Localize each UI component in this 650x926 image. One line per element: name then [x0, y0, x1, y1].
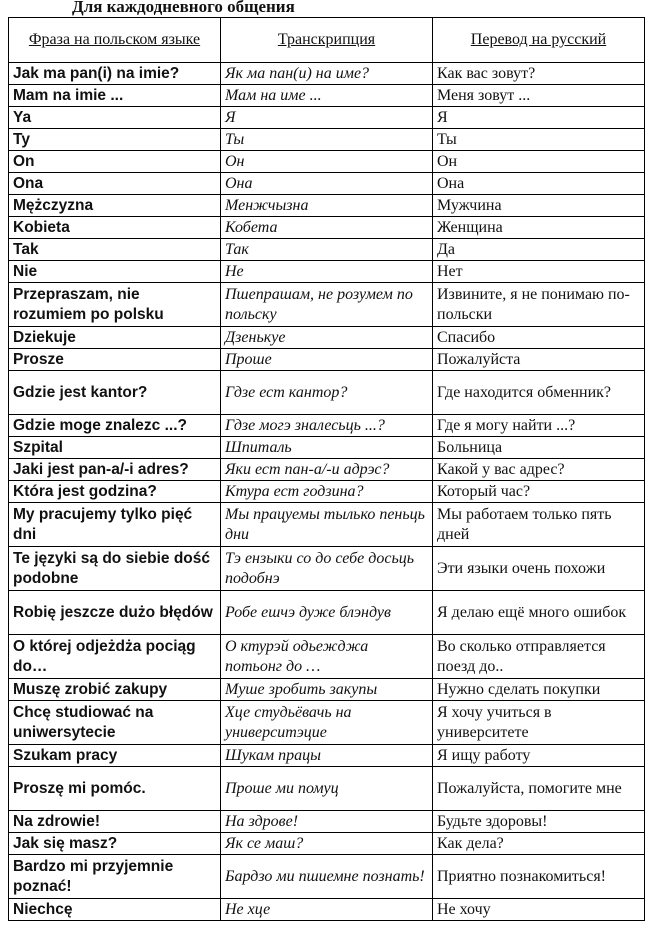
transcription: Проше — [221, 349, 433, 371]
russian-translation: Эти языки очень похожи — [433, 547, 645, 591]
russian-translation: Мы работаем только пять дней — [433, 503, 645, 547]
transcription: Так — [221, 239, 433, 261]
russian-translation: Он — [433, 151, 645, 173]
russian-translation: Я — [433, 107, 645, 129]
transcription: Бардзо ми пшиемне познать! — [221, 855, 433, 899]
russian-translation: Я делаю ещё много ошибок — [433, 591, 645, 635]
transcription: Як се маш? — [221, 833, 433, 855]
transcription: Она — [221, 173, 433, 195]
table-row — [9, 591, 645, 635]
polish-phrase: Kobieta — [9, 217, 221, 239]
transcription: Хце студьёвачь на университэцие — [221, 701, 433, 745]
phrase-table — [8, 17, 645, 921]
russian-translation: Больница — [433, 437, 645, 459]
russian-translation: Да — [433, 239, 645, 261]
table-row — [9, 371, 645, 415]
polish-phrase: Bardzo mi przyjemnie poznać! — [9, 855, 221, 899]
table-row — [9, 107, 645, 129]
polish-phrase: Mężczyzna — [9, 195, 221, 217]
russian-translation: Который час? — [433, 481, 645, 503]
transcription: Мы працуемы тылько пеньць дни — [221, 503, 433, 547]
russian-translation: Нет — [433, 261, 645, 283]
russian-translation: Меня зовут ... — [433, 85, 645, 107]
polish-phrase: Gdzie jest kantor? — [9, 371, 221, 415]
transcription: Он — [221, 151, 433, 173]
table-row — [9, 349, 645, 371]
polish-phrase: Jak ma pan(i) na imie? — [9, 63, 221, 85]
table-row — [9, 327, 645, 349]
table-row — [9, 283, 645, 327]
table-row — [9, 635, 645, 679]
table-row — [9, 833, 645, 855]
polish-phrase: Jaki jest pan-a/-i adres? — [9, 459, 221, 481]
transcription: На здрове! — [221, 811, 433, 833]
russian-translation: Женщина — [433, 217, 645, 239]
table-row — [9, 547, 645, 591]
polish-phrase: Szpital — [9, 437, 221, 459]
transcription: Я — [221, 107, 433, 129]
table-row — [9, 459, 645, 481]
russian-translation: Спасибо — [433, 327, 645, 349]
russian-translation: Не хочу — [433, 899, 645, 921]
table-row — [9, 63, 645, 85]
russian-translation: Нужно сделать покупки — [433, 679, 645, 701]
table-row — [9, 85, 645, 107]
polish-phrase: Która jest godzina? — [9, 481, 221, 503]
russian-translation: Я ищу работу — [433, 745, 645, 767]
transcription: Кобета — [221, 217, 433, 239]
transcription: Мам на име ... — [221, 85, 433, 107]
table-header-row — [9, 18, 645, 63]
polish-phrase: Jak się masz? — [9, 833, 221, 855]
table-row — [9, 855, 645, 899]
russian-translation: Где находится обменник? — [433, 371, 645, 415]
table-row — [9, 679, 645, 701]
polish-phrase: Ona — [9, 173, 221, 195]
transcription: Менжчызна — [221, 195, 433, 217]
transcription: Як ма пан(и) на име? — [221, 63, 433, 85]
russian-translation: Где я могу найти ...? — [433, 415, 645, 437]
polish-phrase: Ya — [9, 107, 221, 129]
transcription: Не — [221, 261, 433, 283]
transcription: Ктура ест годзина? — [221, 481, 433, 503]
polish-phrase: Muszę zrobić zakupy — [9, 679, 221, 701]
russian-translation: Какой у вас адрес? — [433, 459, 645, 481]
polish-phrase: Przepraszam, nie rozumiem po polsku — [9, 283, 221, 327]
polish-phrase: My pracujemy tylko pięć dni — [9, 503, 221, 547]
russian-translation: Мужчина — [433, 195, 645, 217]
polish-phrase: Dziekuje — [9, 327, 221, 349]
russian-translation: Во сколько отправляется поезд до.. — [433, 635, 645, 679]
header-russian: Перевод на русский — [433, 18, 645, 63]
transcription: Тэ ензыки со до себе досьць подобнэ — [221, 547, 433, 591]
table-row — [9, 173, 645, 195]
table-row — [9, 261, 645, 283]
table-row — [9, 811, 645, 833]
table-row — [9, 767, 645, 811]
polish-phrase: Gdzie moge znalezc ...? — [9, 415, 221, 437]
polish-phrase: Szukam pracy — [9, 745, 221, 767]
polish-phrase: Na zdrowie! — [9, 811, 221, 833]
table-row — [9, 899, 645, 921]
transcription: Пшепрашам, не розумем по польску — [221, 283, 433, 327]
russian-translation: Пожалуйста — [433, 349, 645, 371]
table-row — [9, 129, 645, 151]
table-row — [9, 503, 645, 547]
transcription: Не хце — [221, 899, 433, 921]
page-title: Для каждодневного общения — [72, 0, 295, 16]
transcription: Яки ест пан-а/-и адрэс? — [221, 459, 433, 481]
table-row — [9, 701, 645, 745]
polish-phrase: Tak — [9, 239, 221, 261]
russian-translation: Она — [433, 173, 645, 195]
table-row — [9, 151, 645, 173]
table-row — [9, 437, 645, 459]
transcription: Шукам працы — [221, 745, 433, 767]
header-polish: Фраза на польском языке — [9, 18, 221, 63]
transcription: Дзенькуе — [221, 327, 433, 349]
table-row — [9, 481, 645, 503]
transcription: Муше зробить закупы — [221, 679, 433, 701]
table-row — [9, 745, 645, 767]
transcription: О ктурэй одьежджа потьонг до … — [221, 635, 433, 679]
header-transcription: Транскрипция — [221, 18, 433, 63]
table-row — [9, 239, 645, 261]
russian-translation: Извините, я не понимаю по-польски — [433, 283, 645, 327]
polish-phrase: Proszę mi pomóc. — [9, 767, 221, 811]
polish-phrase: Niechcę — [9, 899, 221, 921]
transcription: Шпиталь — [221, 437, 433, 459]
russian-translation: Как вас зовут? — [433, 63, 645, 85]
polish-phrase: Nie — [9, 261, 221, 283]
transcription: Гдзе ест кантор? — [221, 371, 433, 415]
russian-translation: Я хочу учиться в университете — [433, 701, 645, 745]
russian-translation: Приятно познакомиться! — [433, 855, 645, 899]
polish-phrase: Mam na imie ... — [9, 85, 221, 107]
polish-phrase: On — [9, 151, 221, 173]
polish-phrase: Ty — [9, 129, 221, 151]
table-row — [9, 195, 645, 217]
table-row — [9, 415, 645, 437]
transcription: Робе ешчэ дуже блэндув — [221, 591, 433, 635]
polish-phrase: O której odjeżdża pociąg do… — [9, 635, 221, 679]
russian-translation: Как дела? — [433, 833, 645, 855]
polish-phrase: Chcę studiować na uniwersytecie — [9, 701, 221, 745]
transcription: Гдзе могэ зналесьць ...? — [221, 415, 433, 437]
polish-phrase: Robię jeszcze dużo błędów — [9, 591, 221, 635]
russian-translation: Пожалуйста, помогите мне — [433, 767, 645, 811]
table-row — [9, 217, 645, 239]
polish-phrase: Prosze — [9, 349, 221, 371]
russian-translation: Ты — [433, 129, 645, 151]
polish-phrase: Te języki są do siebie dość podobne — [9, 547, 221, 591]
transcription: Ты — [221, 129, 433, 151]
transcription: Проше ми помуц — [221, 767, 433, 811]
russian-translation: Будьте здоровы! — [433, 811, 645, 833]
